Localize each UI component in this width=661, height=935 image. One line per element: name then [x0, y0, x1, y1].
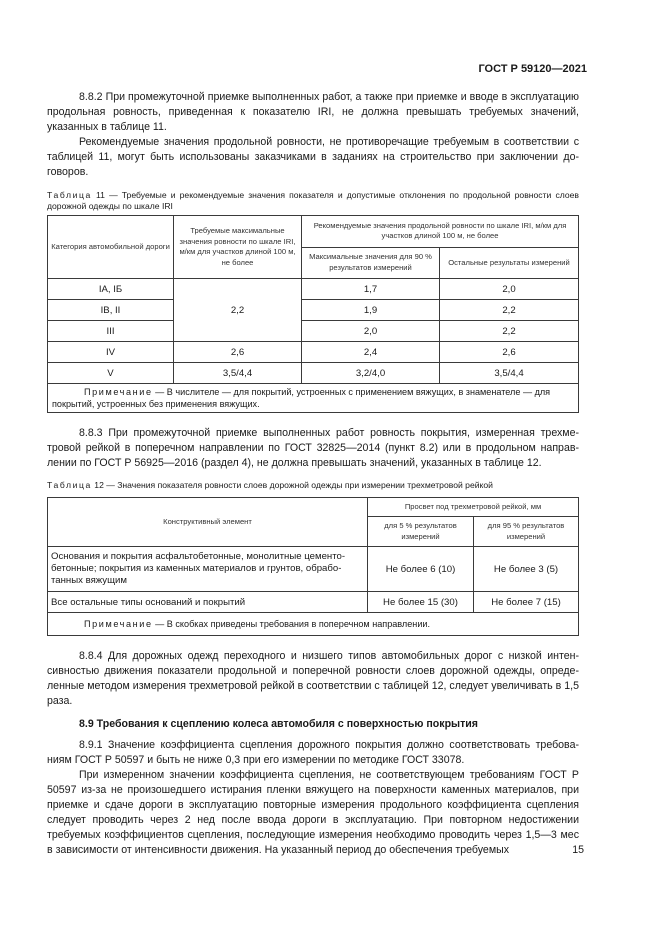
table-cell-max90: 2,4: [302, 342, 440, 363]
table-cell-element: Все остальные типы оснований и покрытий: [48, 592, 368, 613]
table-row: [48, 363, 579, 384]
table-cell-p95: Не более 3 (5): [474, 547, 579, 592]
table-12-caption-label: Таблица: [47, 480, 92, 490]
table-cell-max90: 2,0: [302, 321, 440, 342]
paragraph-8-9-1: 8.9.1 Значение коэффициента сцепления дорожного покрытия должно соответствовать требованиям ГОСТ Р 50597 и быть не ниже 0,3 при его измерении по методике ГОСТ 33078.: [47, 739, 579, 766]
table-cell-category: IV: [48, 342, 174, 363]
table-11: [47, 215, 579, 413]
table-cell-category: V: [48, 363, 174, 384]
table-11-header-rest: Остальные результаты измерений: [440, 247, 579, 279]
document-body: [47, 90, 579, 858]
table-11-header-max90: Максимальные значения для 90 % результатов измерений: [302, 247, 440, 279]
table-cell-rest: 2,6: [440, 342, 579, 363]
table-11-caption-text: 11 — Требуемые и рекомендуемые значения показателя и допустимые отклонения по продольной ровности слоев дорожной одежды по шкале IRI: [47, 190, 579, 211]
table-11-note-text: — В числителе — для покрытий, устроенных с применением вяжущих, в знаменателе — для покрытий, устроенных без применения вяжущих.: [52, 387, 551, 409]
paragraph-8-8-4: 8.8.4 Для дорожных одежд переходного и низшего типов автомобильных дорог с низкой интенсивностью движения показатели продольной и поперечной ровности слоев дорожной одежды, определенные методом измерения трехметровой рейкой в соответствии с таблицей 12, следует увеличивать в 1,5 раза.: [47, 650, 579, 707]
table-row: [48, 592, 579, 613]
table-cell-required: 3,5/4,4: [174, 363, 302, 384]
table-cell-rest: 2,0: [440, 279, 579, 300]
table-cell-category: III: [48, 321, 174, 342]
table-cell-max90: 1,7: [302, 279, 440, 300]
table-11-caption-label: Таблица: [47, 190, 92, 200]
table-12-caption-text: 12 — Значения показателя ровности слоев дорожной одежды при измерении трехметровой рейкой: [91, 480, 493, 490]
table-cell-max90: 1,9: [302, 300, 440, 321]
table-cell-rest: 3,5/4,4: [440, 363, 579, 384]
table-row: [48, 321, 579, 342]
table-cell-max90: 3,2/4,0: [302, 363, 440, 384]
table-12-header-p5: для 5 % результатов измерений: [368, 517, 474, 547]
table-cell-p5: Не более 15 (30): [368, 592, 474, 613]
table-11-header-category: Категория автомобильной дороги: [48, 216, 174, 279]
table-12: [47, 497, 579, 636]
paragraph-8-8-2: 8.8.2 При промежуточной приемке выполненных работ, а также при приемке и вводе в эксплуатацию продольная ровность, приведенная к показателю IRI, не должна превышать требуемых значений, указанных в таблице 11.: [47, 91, 579, 133]
table-11-note-label: Примечание: [84, 387, 153, 397]
page-number: 15: [572, 844, 584, 856]
table-cell-required: 2,2: [174, 279, 302, 342]
table-12-note-text: — В скобках приведены требования в поперечном направлении.: [152, 619, 431, 629]
table-cell-p95: Не более 7 (15): [474, 592, 579, 613]
table-cell-element: Основания и покрытия асфальтобетонные, монолитные цементобетонные; покрытия из каменных материалов и грунтов, обработанных вяжущим: [48, 547, 368, 592]
table-11-header-recommended: Рекомендуемые значения продольной ровности по шкале IRI, м/км для участков длиной 100 м, не более: [302, 216, 579, 248]
table-cell-category: IB, II: [48, 300, 174, 321]
table-12-caption: [47, 480, 579, 491]
table-row: [48, 300, 579, 321]
table-12-header-p95: для 95 % результатов измерений: [474, 517, 579, 547]
table-row: [48, 547, 579, 592]
paragraph-recommended-values: Рекомендуемые значения продольной ровности, не противоречащие требуемым в соответствии с таблицей 11, могут быть использованы заказчиками в заданиях на строительство при заключении договоров.: [47, 136, 579, 178]
table-row: [48, 342, 579, 363]
table-cell-required: 2,6: [174, 342, 302, 363]
table-row: [48, 279, 579, 300]
paragraph-friction-remeasure: При измеренном значении коэффициента сцепления, не соответствующем требованиям ГОСТ Р 50597 из-за не произошедшего истирания пленки вяжущего на поверхности каменных материалов, при приемке и сдаче дороги в эксплуатацию повторные измерения продольного коэффициента сцепления следует проводить через 2 нед после ввода дороги в эксплуатацию. При повторном недостижении требуемых коэффициентов сцепления, последующие измерения необходимо проводить через 1,5—3 мес в зависимости от интенсивности движения. На указанный период до обеспечения требуемых: [47, 769, 579, 856]
table-11-note: [48, 384, 579, 413]
table-12-header-gap: Просвет под трехметровой рейкой, мм: [368, 498, 579, 517]
table-11-header-required: Требуемые максимальные значения ровности по шкале IRI, м/км для участков длиной 100 м, не более: [174, 216, 302, 279]
document-standard-header: ГОСТ Р 59120—2021: [478, 63, 587, 75]
table-cell-rest: 2,2: [440, 300, 579, 321]
table-12-note: [48, 613, 579, 636]
table-cell-category: IA, IБ: [48, 279, 174, 300]
table-cell-rest: 2,2: [440, 321, 579, 342]
table-12-note-label: Примечание: [84, 619, 153, 629]
table-11-caption: [47, 190, 579, 212]
paragraph-8-8-3: 8.8.3 При промежуточной приемке выполненных работ ровность покрытия, измеренная трехметровой рейкой в поперечном направлении по ГОСТ 32825—2014 (пункт 8.2) или в продольном направлении по ГОСТ Р 56925—2016 (раздел 4), не должна превышать значений, указанных в таблице 12.: [47, 427, 579, 469]
table-12-header-element: Конструктивный элемент: [48, 498, 368, 547]
table-cell-p5: Не более 6 (10): [368, 547, 474, 592]
section-heading-8-9: 8.9 Требования к сцеплению колеса автомобиля с поверхностью покрытия: [79, 718, 478, 730]
